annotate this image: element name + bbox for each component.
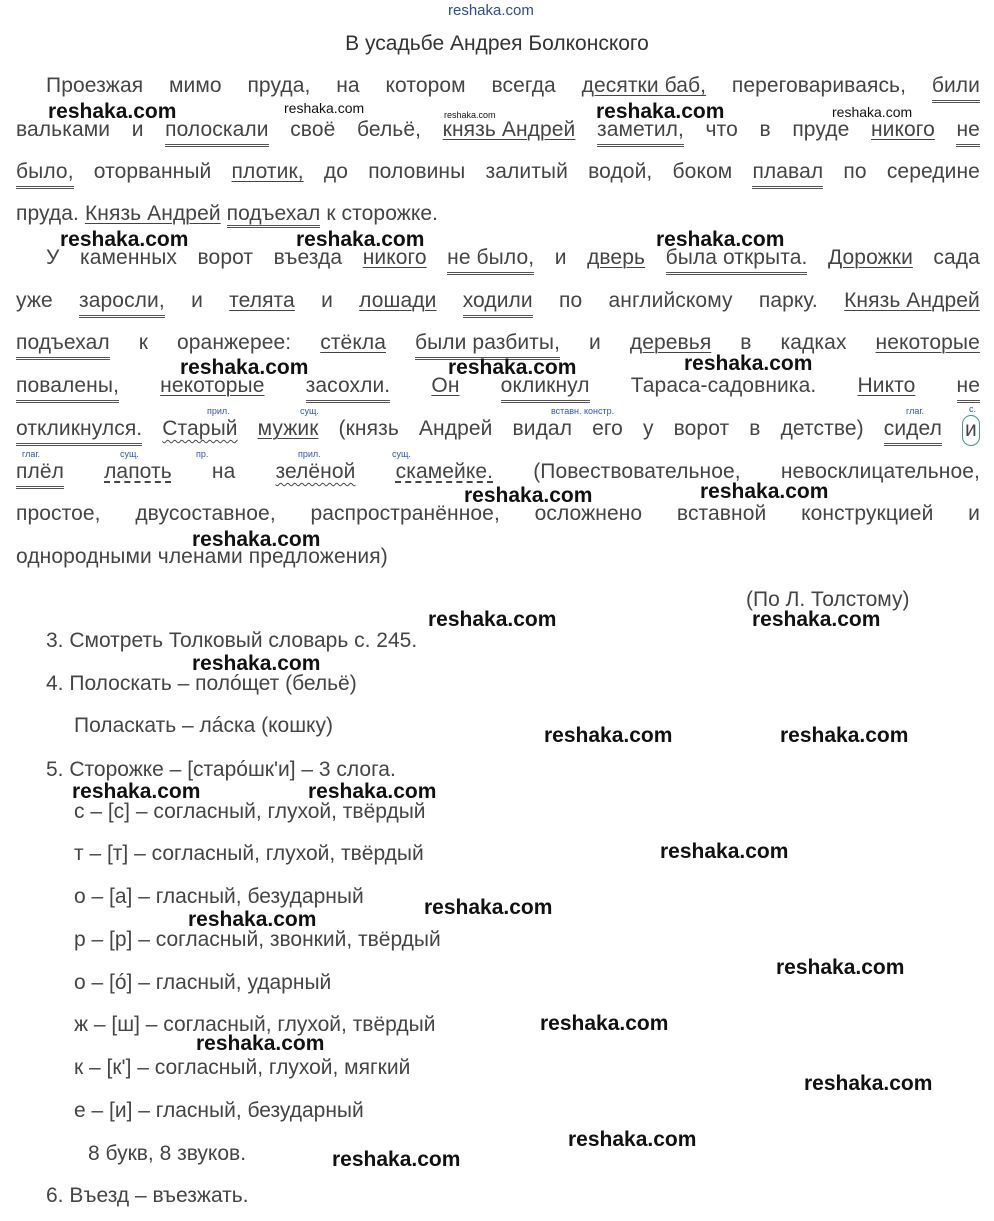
word: котором [385,74,466,97]
word: у [642,417,654,440]
word: и [589,331,601,354]
word: по [559,289,583,312]
word: что [705,118,738,141]
phonetic-row: е – [и] – гласный, безударный [74,1099,364,1122]
word: подъехал [16,329,110,360]
word: въезда [273,246,343,269]
word: пруде [792,118,850,141]
word: подъехал [227,202,321,228]
word: Князь Андрей [844,289,980,312]
watermark: reshaka.com [192,528,321,551]
word: уже [16,289,53,312]
word: видал [512,417,573,440]
word: мимо [168,74,222,97]
annotation: пр. [196,449,209,459]
word: каменных [79,246,178,269]
phonetic-row: о – [а] – гласный, безударный [74,885,364,908]
watermark: reshaka.com [296,228,425,251]
word: и [191,289,203,312]
watermark: reshaka.com [308,780,437,803]
text-line-6 [16,287,980,318]
phonetic-row: с – [с] – согласный, глухой, твёрдый [74,800,426,823]
text-line-9 [16,415,980,446]
word: бельё, [356,118,422,141]
watermark: reshaka.com [428,608,557,631]
watermark: reshaka.com [660,840,789,863]
item-6: 6. Въезд – въезжать. [46,1184,249,1207]
word: распространённое, [310,502,500,525]
text-line-1 [16,72,980,103]
watermark: reshaka.com [464,484,593,507]
top-watermark: reshaka.com [448,2,534,19]
word: лошади [359,289,437,312]
word: некоторые [875,331,980,354]
word: сторожке. [341,202,439,225]
circled-conjunction: и [962,415,980,446]
watermark: reshaka.com [568,1128,697,1151]
item-3: 3. Смотреть Толковый словарь с. 245. [46,629,418,652]
word: однородными членами предложения) [16,545,388,568]
watermark: reshaka.com [424,896,553,919]
letter-sound-count: 8 букв, 8 звуков. [88,1142,247,1165]
annotation: сущ. [392,449,411,459]
word: двусоставное, [135,502,276,525]
attribution: (По Л. Толстому) [746,588,910,611]
word: Андрей [418,417,493,440]
word: стёкла [320,331,386,354]
watermark: reshaka.com [596,100,725,123]
watermark: reshaka.com [752,608,881,631]
word: боком [672,160,733,183]
word: скамейке. [395,460,494,483]
watermark: reshaka.com [332,1148,461,1171]
word: простое, [16,502,101,525]
phonetic-row: р – [р] – согласный, звонкий, твёрдый [74,928,441,951]
word: полоскали [165,116,268,147]
word: в [740,331,752,354]
word: (князь [338,417,399,440]
watermark: reshaka.com [544,724,673,747]
word: вставной [676,502,767,525]
word: к [326,202,336,225]
annotation: с. [969,404,977,414]
word: окликнул [501,372,590,403]
word: ворот [673,417,730,440]
item-4: 4. Полоскать – полóщет (бельё) [46,672,357,695]
word: были разбиты, [415,329,560,360]
watermark: reshaka.com [684,352,813,375]
word: некоторые [160,374,265,397]
word: плотик, [231,160,304,183]
watermark: reshaka.com [540,1012,669,1035]
watermark: reshaka.com [72,780,201,803]
watermark: reshaka.com [804,1072,933,1095]
word: парку. [758,289,818,312]
word: его [592,417,623,440]
word: Тараса-садовника. [630,374,817,397]
watermark: reshaka.com [448,356,577,379]
word: лапоть [104,460,172,483]
word: Он [431,374,460,397]
word: всегда [491,74,556,97]
word: повалены, [16,372,119,403]
word: дверь [587,246,646,269]
word: Никто [857,374,916,397]
word: телята [229,289,295,312]
word: зелёной [275,460,356,483]
watermark: reshaka.com [48,100,177,123]
word: в [759,118,771,141]
word: кадках [780,331,847,354]
word: невосклицательное, [780,460,980,483]
annotation: прил. [207,406,230,416]
page-title: В усадьбе Андрея Болконского [345,32,649,55]
word: князь Андрей [442,118,576,141]
annotation: сущ. [120,449,139,459]
word: до [323,160,349,183]
word: били [932,72,980,103]
text-line-4 [16,200,438,228]
annotation: сущ. [300,406,319,416]
word: оранжерее: [177,331,292,354]
annotation: глаг. [22,449,41,459]
word: деревья [629,331,712,354]
word: и [554,246,567,269]
watermark: reshaka.com [832,104,913,120]
watermark: reshaka.com [700,480,829,503]
word: ворот [197,246,254,269]
watermark: reshaka.com [284,100,365,116]
word: была открыта. [666,244,808,275]
phonetic-row: к – [к'] – согласный, глухой, мягкий [74,1056,411,1079]
word: десятки баб, [581,74,707,97]
word: и [131,118,144,141]
word: залитый [485,160,568,183]
word: не [956,116,979,147]
watermark: reshaka.com [196,1032,325,1055]
word: Проезжая [46,74,144,97]
item-5: 5. Сторожке – [старóшк'и] – 3 слога. [46,758,396,781]
word: было, [16,158,74,189]
watermark: reshaka.com [780,724,909,747]
text-line-3 [16,158,980,189]
word: никого [870,118,935,141]
word: и [321,289,333,312]
word: вальками [16,118,111,141]
phonetic-row: ж – [ш] – согласный, глухой, твёрдый [74,1013,436,1036]
word: переговариваясь, [731,74,907,97]
word: не было, [447,244,534,275]
watermark: reshaka.com [192,652,321,675]
word: водой, [588,160,653,183]
word: и [968,502,980,525]
annotation: глаг. [906,406,925,416]
word: пруда, [247,74,311,97]
word: по [843,160,867,183]
word: (Повествовательное, [533,460,741,483]
word: ходили [463,287,533,318]
word: половины [368,160,466,183]
word: сидел [884,415,942,446]
word: сада [933,246,980,269]
word: конструкцией [801,502,934,525]
word: заросли, [79,287,165,318]
word: к [138,331,149,354]
word: середине [886,160,980,183]
phonetic-row: т – [т] – согласный, глухой, твёрдый [74,842,424,865]
word: осложнено [534,502,643,525]
word: своё [290,118,336,141]
word: Старый [162,417,238,440]
word: Дорожки [827,246,913,269]
word: английскому [608,289,733,312]
word: У [46,246,60,269]
watermark: reshaka.com [60,228,189,251]
watermark: reshaka.com [776,956,905,979]
word: засохли. [306,372,391,403]
annotation: вставн. констр. [551,406,615,416]
phonetic-row: о – [ó] – гласный, ударный [74,971,332,994]
word: не [957,372,980,403]
word: детстве) [780,417,864,440]
annotation: прил. [298,449,321,459]
item-4-sub: Поласкать – лáска (кошку) [74,714,333,737]
word: на [211,460,236,483]
word: никого [362,246,427,269]
watermark: reshaka.com [656,228,785,251]
word: Князь Андрей [84,202,221,225]
word: оторванный [93,160,212,183]
word: откликнулся. [16,415,142,446]
word: на [336,74,360,97]
word: заметил, [597,116,684,147]
word: в [749,417,761,440]
word: пруда. [16,202,79,225]
watermark: reshaka.com [188,908,317,931]
word: плёл [16,458,64,489]
word: плавал [752,158,823,189]
word: мужик [257,417,319,440]
watermark: reshaka.com [444,110,496,120]
watermark: reshaka.com [180,356,309,379]
